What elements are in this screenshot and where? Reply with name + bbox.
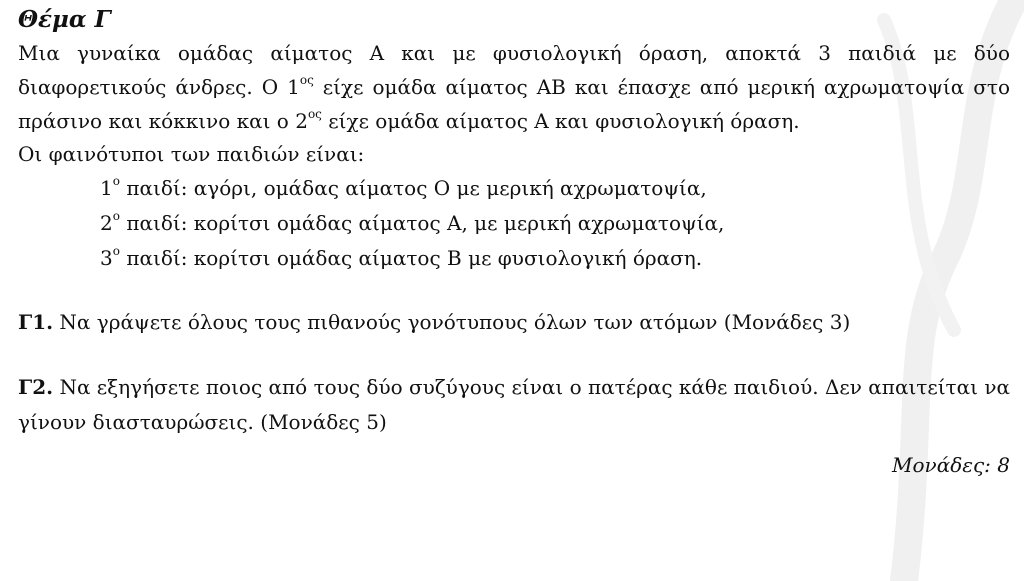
question-text: Να γράψετε όλους τους πιθανούς γονότυπους όλων των ατόμων (Μονάδες 3) (53, 310, 851, 334)
child-description: παιδί: αγόρι, ομάδας αίματος Ο με μερική αχρωματοψία, (119, 176, 707, 200)
child-ordinal: ο (112, 244, 120, 259)
phenotypes-intro: Οι φαινότυποι των παιδιών είναι: (18, 142, 365, 166)
ordinal-suffix-2: ος (307, 107, 322, 122)
question-label: Γ2. (18, 375, 54, 399)
child-number: 1 (100, 176, 113, 200)
question-text: Να εξηγήσετε ποιος από τους δύο συζύγους είναι ο πατέρας κάθε παιδιού. Δεν απαιτείται να γίνουν διασταυρώσεις. (Μονάδες 5) (18, 375, 1010, 434)
child-number: 2 (100, 211, 113, 235)
paragraph-text-1: Μια γυναίκα ομάδας αίματος Α και με φυσιολογική όραση, αποκτά 3 παιδιά με δύο διαφορετικούς άνδρες. Ο 1 (18, 41, 1010, 99)
child-description: παιδί: κορίτσι ομάδας αίματος Α, με μερική αχρωματοψία, (119, 211, 725, 235)
child-ordinal: ο (112, 174, 120, 189)
question-g1 (18, 305, 1010, 340)
problem-paragraph (18, 36, 1010, 138)
total-marks: Μονάδες: 8 (892, 453, 1010, 477)
ordinal-suffix-1: ος (299, 73, 314, 88)
child-item (100, 206, 1010, 241)
child-number: 3 (100, 246, 113, 270)
child-ordinal: ο (112, 209, 120, 224)
child-description: παιδί: κορίτσι ομάδας αίματος Β με φυσιολογική όραση. (119, 246, 703, 270)
child-item (100, 171, 1010, 206)
paragraph-text-3: είχε ομάδα αίματος Α και φυσιολογική όραση. (321, 109, 800, 133)
child-item (100, 241, 1010, 276)
question-g2 (18, 370, 1010, 440)
question-label: Γ1. (18, 310, 54, 334)
section-title: Θέμα Γ (18, 6, 111, 33)
paragraph-text-2: είχε ομάδα αίματος ΑΒ και έπασχε από μερική αχρωματοψία στο πράσινο και κόκκινο και ο 2 (18, 75, 1010, 133)
